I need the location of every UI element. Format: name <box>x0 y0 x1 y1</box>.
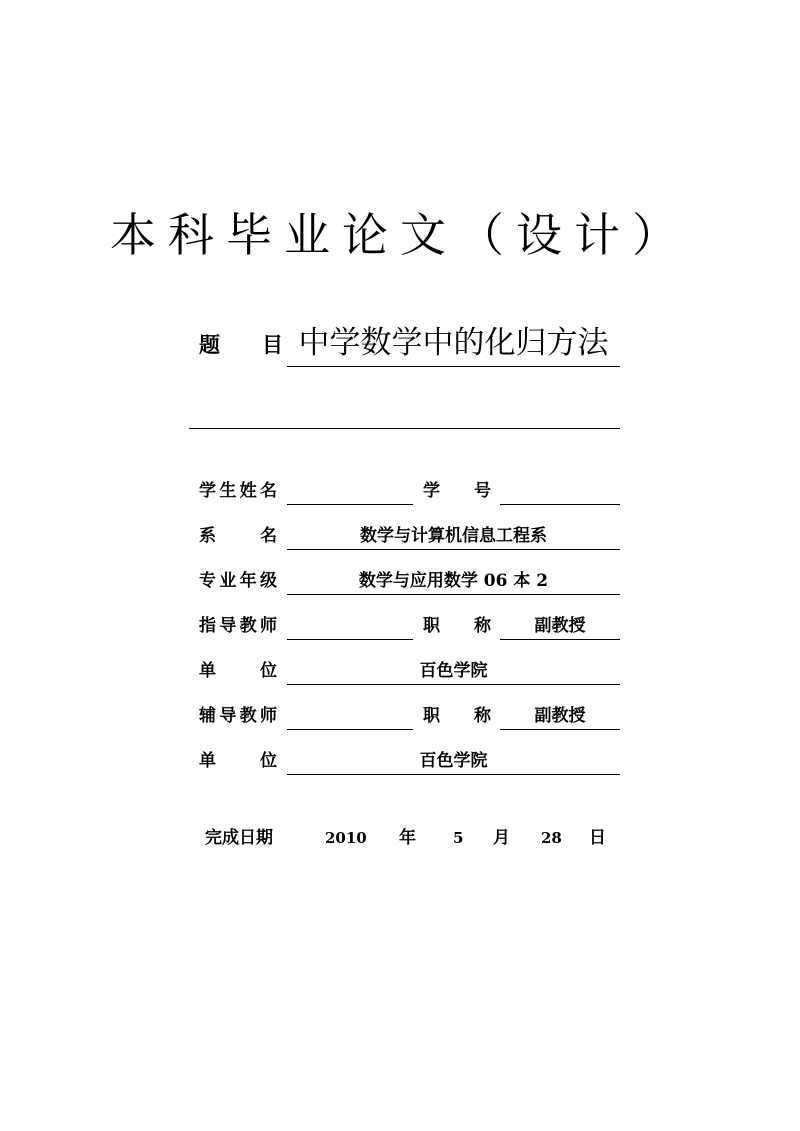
blank-underline <box>189 428 620 429</box>
co-advisor-label: 辅 导 教 师 <box>199 706 277 726</box>
student-name-label: 学 生 姓 名 <box>199 481 277 501</box>
completion-date <box>205 824 625 852</box>
month-unit: 月 <box>493 828 510 848</box>
co-advisor-unit-label: 单 位 <box>199 751 277 771</box>
department-field[interactable]: 数学与计算机信息工程系 <box>287 523 620 550</box>
advisor-field[interactable] <box>287 613 413 640</box>
co-advisor-title-field[interactable]: 副教授 <box>500 703 620 730</box>
row-major <box>199 568 620 598</box>
subject-label <box>199 330 283 360</box>
major-grade-field[interactable]: 数学与应用数学 06 本 2 <box>287 568 620 595</box>
day-unit: 日 <box>589 828 606 848</box>
row-department <box>199 523 620 553</box>
co-advisor-unit-field[interactable]: 百色学院 <box>287 748 620 775</box>
row-advisor <box>199 613 620 643</box>
student-id-label: 学 号 <box>423 481 491 501</box>
student-name-field[interactable] <box>287 478 413 505</box>
subject-title-field: 中学数学中的化归方法 <box>287 322 620 367</box>
student-id-field[interactable] <box>500 478 620 505</box>
subject-label-char-1: 题 <box>199 332 220 357</box>
completion-month: 5 <box>453 829 464 847</box>
major-grade-label: 专 业 年 级 <box>199 571 277 591</box>
row-advisor-unit <box>199 658 620 688</box>
row-student <box>199 478 620 508</box>
completion-date-label: 完成日期 <box>205 828 273 848</box>
row-co-advisor <box>199 703 620 733</box>
subject-label-char-2: 目 <box>262 332 283 357</box>
advisor-label: 指 导 教 师 <box>199 616 277 636</box>
co-advisor-field[interactable] <box>287 703 413 730</box>
document-title: 本科毕业论文（设计） <box>110 208 690 262</box>
row-co-advisor-unit <box>199 748 620 778</box>
advisor-title-field[interactable]: 副教授 <box>500 613 620 640</box>
year-unit: 年 <box>399 828 416 848</box>
completion-day: 28 <box>541 829 562 847</box>
department-label: 系 名 <box>199 526 277 546</box>
advisor-unit-field[interactable]: 百色学院 <box>287 658 620 685</box>
advisor-unit-label: 单 位 <box>199 661 277 681</box>
completion-year: 2010 <box>325 829 367 847</box>
advisor-title-label: 职 称 <box>423 616 491 636</box>
co-advisor-title-label: 职 称 <box>423 706 491 726</box>
